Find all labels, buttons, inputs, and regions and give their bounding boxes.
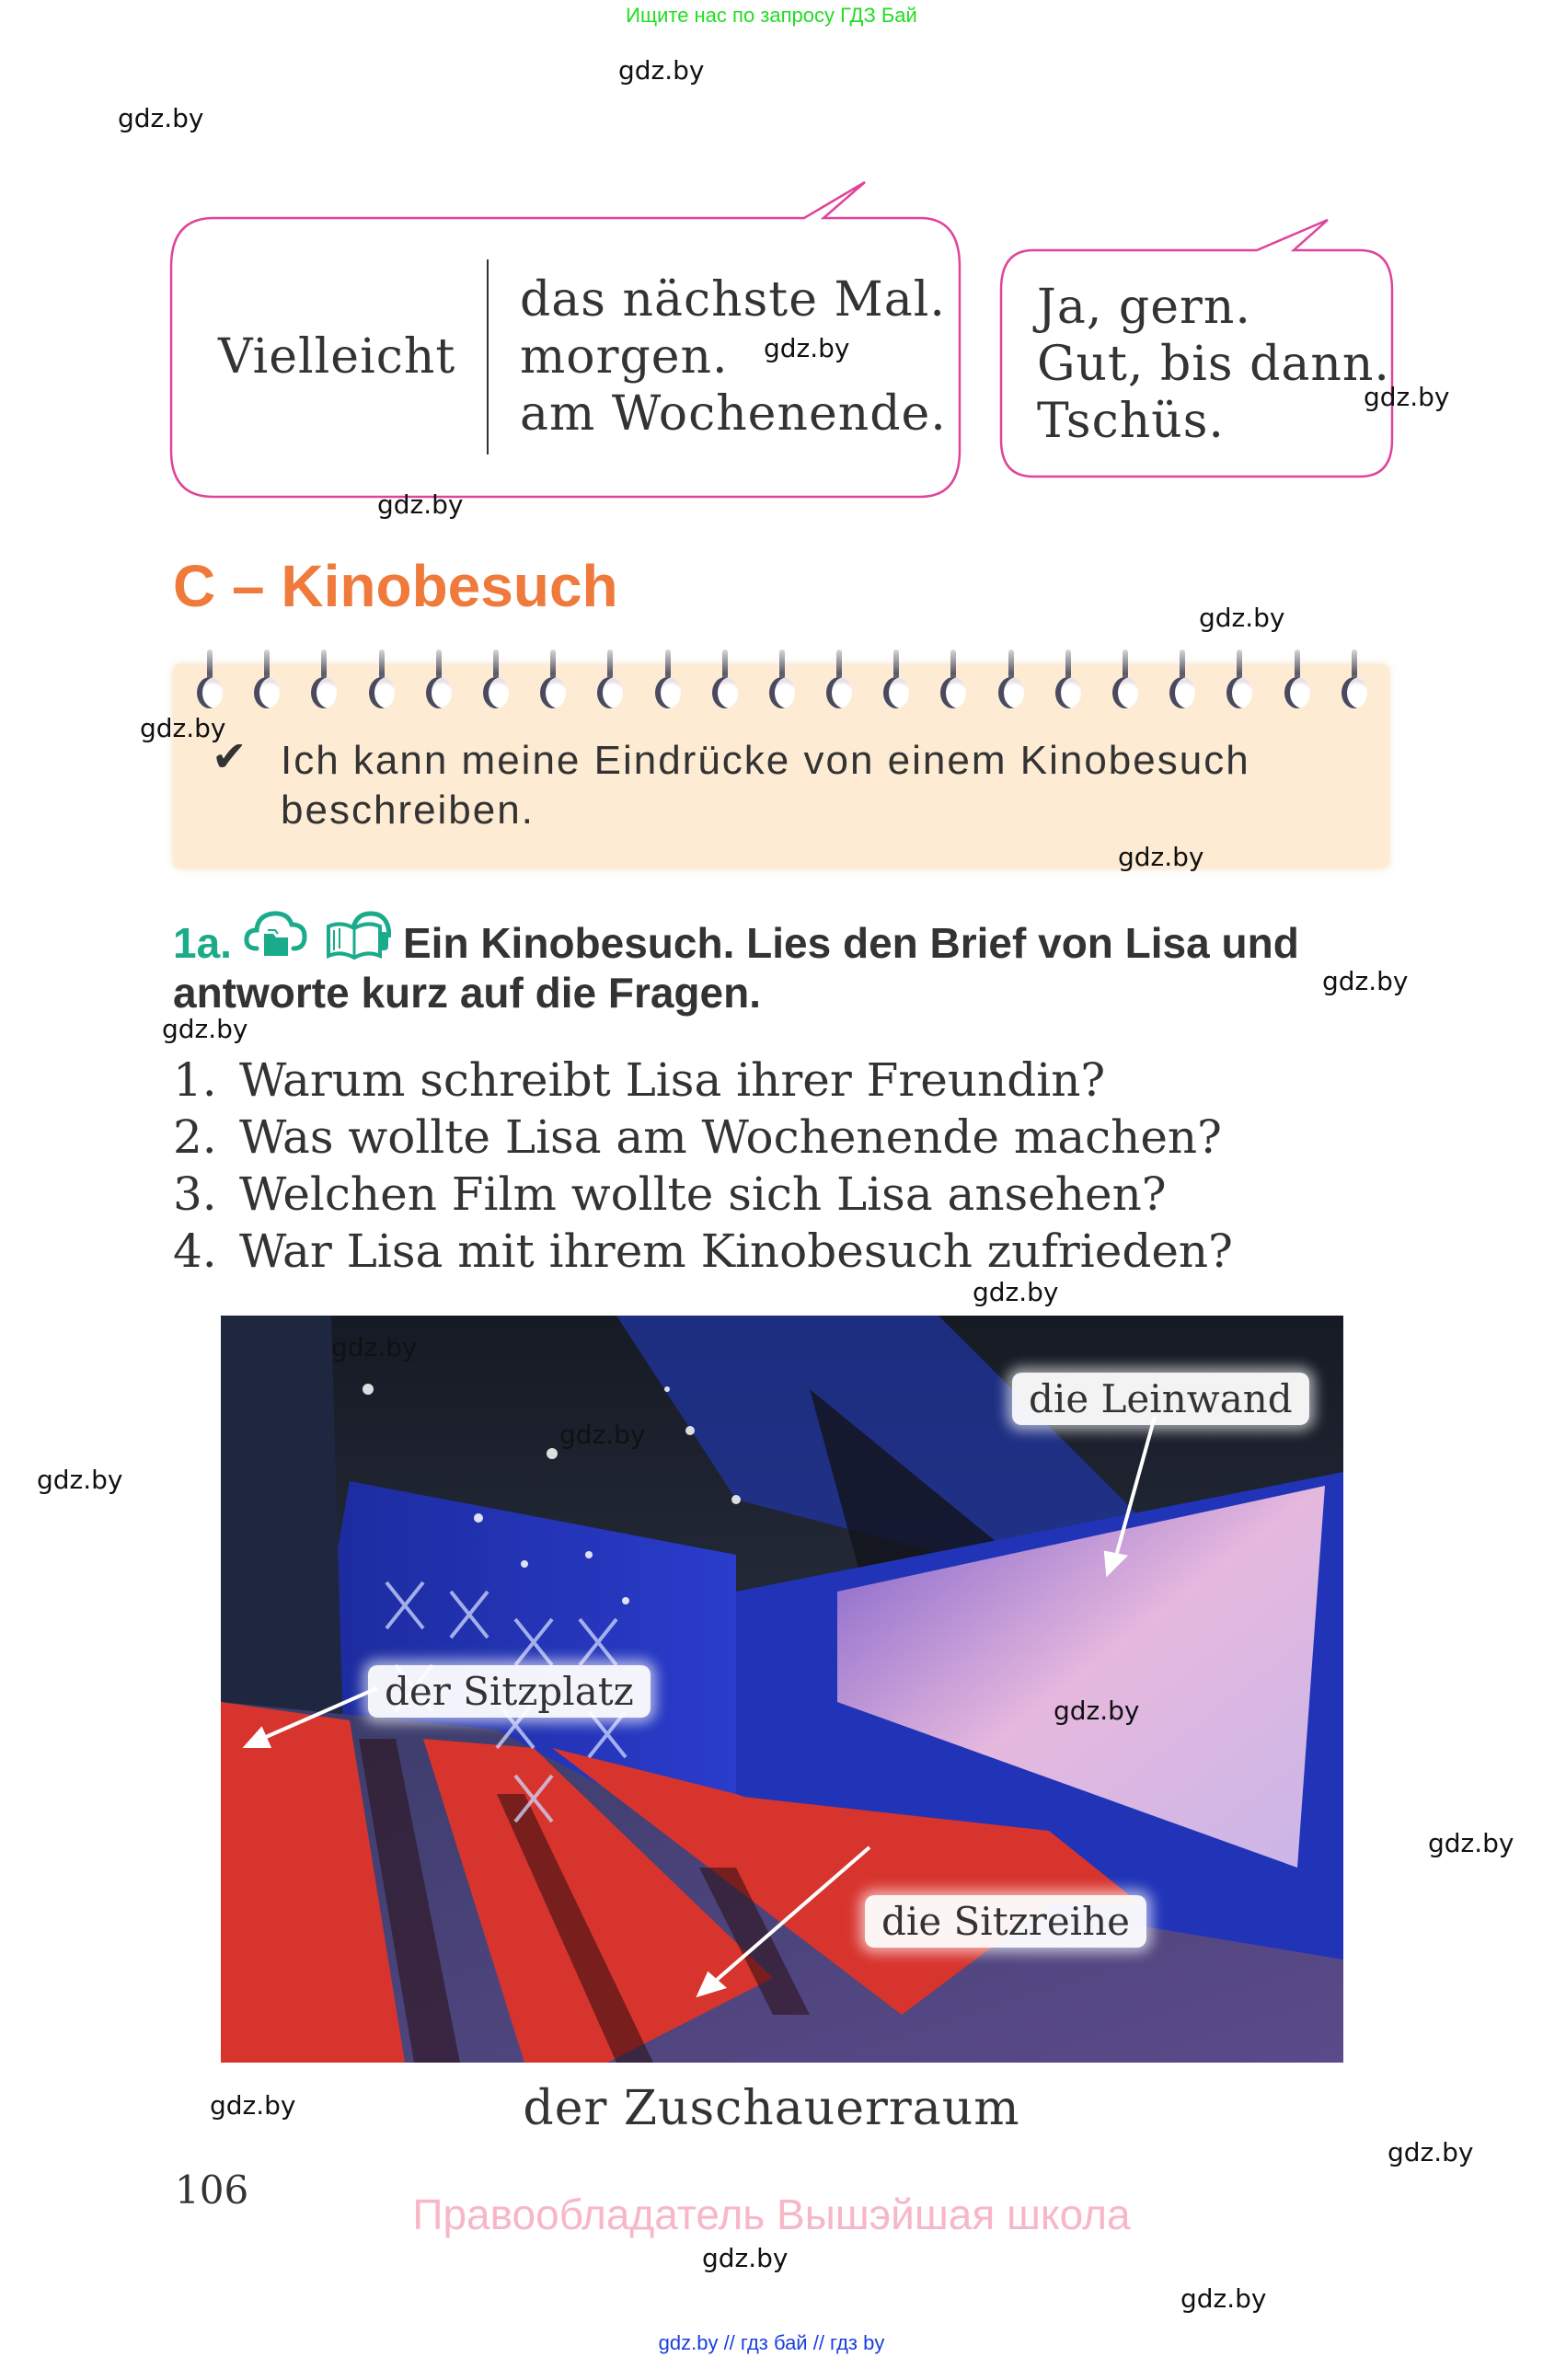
- spiral-ring-icon: [1223, 650, 1256, 714]
- spiral-ring-icon: [593, 650, 627, 714]
- spiral-ring-icon: [880, 650, 913, 714]
- question-number: 4.: [173, 1224, 217, 1278]
- spiral-ring-icon: [193, 650, 226, 714]
- photo-caption: der Zuschauerraum: [523, 2081, 1020, 2136]
- watermark: gdz.by: [162, 1014, 248, 1044]
- bubble-1-option: morgen.: [520, 329, 729, 385]
- watermark: gdz.by: [764, 333, 850, 363]
- watermark: gdz.by: [1322, 966, 1409, 996]
- watermark: gdz.by: [618, 55, 705, 86]
- spiral-ring-icon: [1052, 650, 1085, 714]
- cloud-folder-icon: [244, 908, 308, 968]
- watermark: gdz.by: [37, 1465, 123, 1495]
- label-seat-row: die Sitzreihe: [865, 1895, 1146, 1948]
- watermark: gdz.by: [210, 2090, 296, 2121]
- question-number: 1.: [173, 1053, 217, 1107]
- exercise-title: Ein Kinobesuch. Lies den Brief von Lisa und antworte kurz auf die Fragen.: [173, 919, 1299, 1017]
- bubble-2-line: Gut, bis dann.: [1037, 337, 1390, 392]
- question-number: 3.: [173, 1167, 217, 1221]
- spiral-ring-icon: [708, 650, 742, 714]
- question-text: Warum schreibt Lisa ihrer Freundin?: [239, 1053, 1106, 1107]
- exercise-icons: [244, 908, 391, 968]
- checkmark-icon: ✔: [212, 732, 248, 780]
- book-headphones-icon: [325, 908, 391, 968]
- bubble-2-line: Ja, gern.: [1037, 280, 1251, 335]
- question-number: 2.: [173, 1110, 217, 1164]
- question-item: [173, 1166, 1233, 1223]
- spiral-ring-icon: [1109, 650, 1142, 714]
- watermark: gdz.by: [1054, 1696, 1140, 1726]
- question-item: [173, 1109, 1233, 1166]
- watermark: gdz.by: [1388, 2137, 1474, 2167]
- spiral-ring-icon: [651, 650, 685, 714]
- watermark: gdz.by: [973, 1277, 1059, 1307]
- question-item: [173, 1052, 1233, 1109]
- spiral-ring-icon: [365, 650, 398, 714]
- watermark: gdz.by: [377, 489, 464, 520]
- label-screen: die Leinwand: [1012, 1373, 1309, 1425]
- search-hint: Ищите нас по запросу ГДЗ Бай: [626, 4, 917, 27]
- spiral-ring-icon: [995, 650, 1028, 714]
- watermark: gdz.by: [1118, 842, 1204, 872]
- bubble-2-line: Tschüs.: [1037, 394, 1225, 449]
- cinema-photo: [221, 1316, 1343, 2063]
- spiral-ring-icon: [766, 650, 799, 714]
- spiral-ring-icon: [422, 650, 455, 714]
- spiral-ring-icon: [937, 650, 970, 714]
- bubble-1-divider: [487, 259, 489, 454]
- spiral-ring-icon: [1166, 650, 1199, 714]
- watermark: gdz.by: [118, 103, 204, 133]
- label-seat: der Sitzplatz: [368, 1665, 651, 1718]
- bubble-1-option: das nächste Mal.: [520, 272, 946, 328]
- learning-goal-text: Ich kann meine Eindrücke von einem Kinobesuch beschreiben.: [281, 738, 1250, 833]
- bubble-1-options: [520, 271, 947, 443]
- spiral-ring-icon: [307, 650, 340, 714]
- spiral-ring-icon: [1338, 650, 1371, 714]
- bubble-1-left-text: Vielleicht: [218, 329, 456, 385]
- exercise-number: 1a.: [173, 919, 232, 967]
- question-text: Was wollte Lisa am Wochenende machen?: [239, 1110, 1222, 1164]
- question-list: [173, 1052, 1233, 1280]
- section-heading: C – Kinobesuch: [173, 553, 618, 619]
- watermark: gdz.by: [1180, 2283, 1267, 2314]
- spiral-ring-icon: [823, 650, 856, 714]
- question-item: [173, 1223, 1233, 1280]
- spiral-ring-icon: [536, 650, 570, 714]
- copyright-holder: Правообладатель Вышэйшая школа: [412, 2190, 1131, 2238]
- spiral-ring-icon: [1281, 650, 1314, 714]
- watermark: gdz.by: [140, 713, 226, 743]
- spiral-ring-icon: [479, 650, 512, 714]
- spiral-ring-icon: [250, 650, 283, 714]
- watermark: gdz.by: [331, 1332, 418, 1362]
- question-text: Welchen Film wollte sich Lisa ansehen?: [239, 1167, 1167, 1221]
- bubble-2-text: [1037, 279, 1390, 450]
- watermark: gdz.by: [559, 1420, 646, 1450]
- footer-links[interactable]: gdz.by // гдз бай // гдз by: [658, 2331, 885, 2354]
- spiral-binding: [184, 650, 1380, 714]
- watermark: gdz.by: [1199, 603, 1285, 633]
- watermark: gdz.by: [1428, 1828, 1514, 1858]
- page-number: 106: [175, 2167, 249, 2213]
- question-text: War Lisa mit ihrem Kinobesuch zufrieden?: [239, 1224, 1233, 1278]
- watermark: gdz.by: [702, 2243, 789, 2273]
- watermark: gdz.by: [1364, 382, 1450, 412]
- bubble-1-option: am Wochenende.: [520, 386, 947, 442]
